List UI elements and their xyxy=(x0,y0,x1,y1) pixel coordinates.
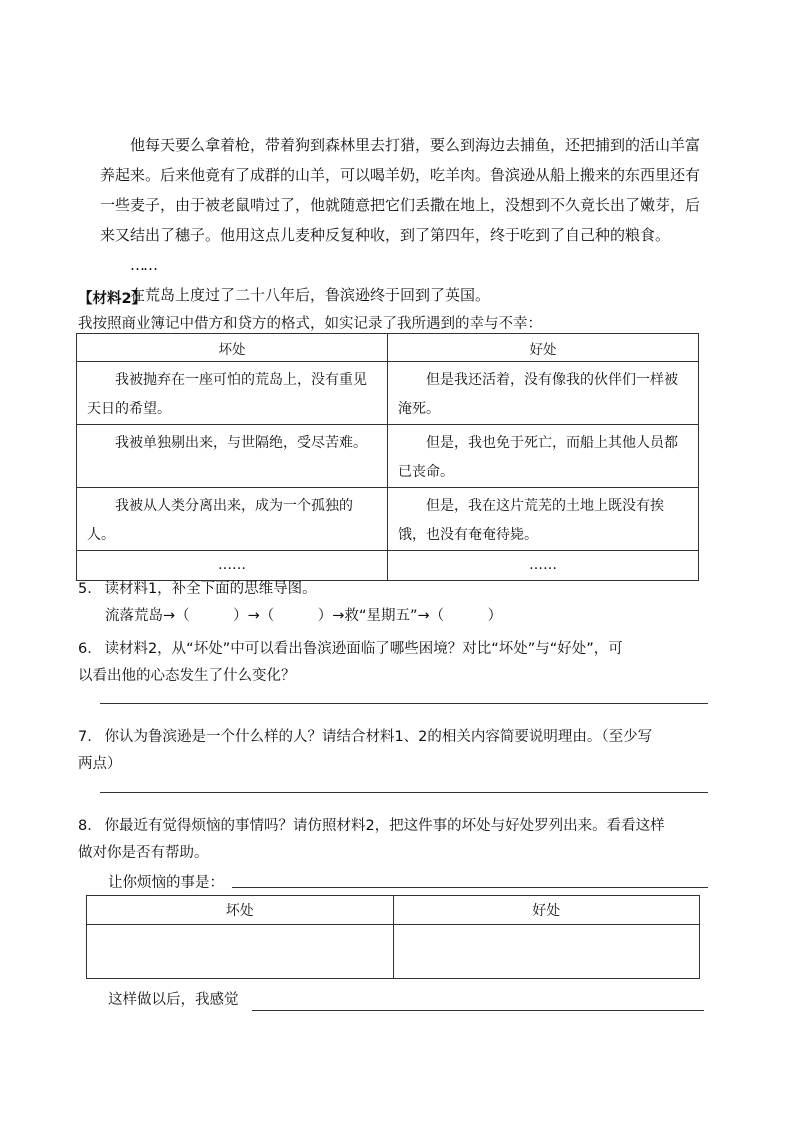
worry-answer-line[interactable] xyxy=(232,887,708,888)
table-row xyxy=(77,362,699,425)
table-cell-bad: 我被单独剔出来，与世隔绝，受尽苦难。 xyxy=(77,425,388,488)
feeling-answer-line[interactable] xyxy=(252,1010,704,1011)
question-number: 7. xyxy=(78,729,92,745)
worry-table-header-good: 好处 xyxy=(393,896,700,925)
table-cell-good: 但是，我也免于死亡，而船上其他人员都已丧命。 xyxy=(388,425,699,488)
worry-prompt: 让你烦恼的事是： xyxy=(108,875,224,891)
question-5 xyxy=(78,576,317,603)
question-6 xyxy=(78,636,718,690)
question-number: 8. xyxy=(78,818,92,834)
question-text: 你最近有觉得烦恼的事情吗？请仿照材料2，把这件事的坏处与好处罗列出来。看看这样 xyxy=(104,818,665,834)
table-header-good: 好处 xyxy=(388,334,699,362)
material1-paragraph xyxy=(100,130,720,310)
fortune-table xyxy=(76,333,699,581)
question-text: 做对你是否有帮助。 xyxy=(78,845,209,861)
material1-line: 来又结出了穗子。他用这点儿麦种反复种收，到了第四年，终于吃到了自己种的粮食。 xyxy=(100,226,671,244)
table-cell-good: …… xyxy=(388,551,699,581)
worry-cell-good[interactable] xyxy=(393,925,700,979)
material2-heading: 【材料2】 xyxy=(78,291,147,307)
table-row xyxy=(77,488,699,551)
material1-line: 一些麦子，由于被老鼠啃过了，他就随意把它们丢撒在地上，没想到不久竟长出了嫩芽，后 xyxy=(100,196,701,214)
table-row xyxy=(77,425,699,488)
question-number: 6. xyxy=(78,641,92,657)
question-text: 你认为鲁滨逊是一个什么样的人？请结合材料1、2的相关内容简要说明理由。（至少写 xyxy=(104,729,653,745)
question-number: 5. xyxy=(78,581,92,597)
worry-table-header-bad: 坏处 xyxy=(87,896,394,925)
table-cell-good: 但是，我在这片荒芜的土地上既没有挨饿，也没有奄奄待毙。 xyxy=(388,488,699,551)
table-cell-bad: 我被抛弃在一座可怕的荒岛上，没有重见天日的希望。 xyxy=(77,362,388,425)
material1-line: 养起来。后来他竟有了成群的山羊，可以喝羊奶，吃羊肉。鲁滨逊从船上搬来的东西里还有 xyxy=(100,166,701,184)
table-cell-bad: …… xyxy=(77,551,388,581)
answer-line[interactable] xyxy=(100,792,708,793)
question-text: 两点） xyxy=(78,756,122,772)
table-header-bad: 坏处 xyxy=(77,334,388,362)
material1-closing: 在荒岛上度过了二十八年后，鲁滨逊终于回到了英国。 xyxy=(130,286,491,304)
question-5-flow[interactable]: 流落荒岛→（ ）→（ ）→救“星期五”→（ ） xyxy=(105,608,503,624)
table-cell-good: 但是我还活着，没有像我的伙伴们一样被淹死。 xyxy=(388,362,699,425)
material1-ellipsis: …… xyxy=(130,256,156,274)
material2-intro: 我按照商业簿记中借方和贷方的格式，如实记录了我所遇到的幸与不幸： xyxy=(78,316,542,332)
worry-cell-bad[interactable] xyxy=(87,925,394,979)
table-cell-bad: 我被从人类分离出来，成为一个孤独的人。 xyxy=(77,488,388,551)
question-text: 读材料1，补全下面的思维导图。 xyxy=(104,581,317,597)
answer-line[interactable] xyxy=(100,703,708,704)
question-7 xyxy=(78,724,718,778)
question-8 xyxy=(78,813,718,867)
material1-line: 他每天要么拿着枪，带着狗到森林里去打猎，要么到海边去捕鱼，还把捕到的活山羊富 xyxy=(100,136,701,154)
worry-table xyxy=(86,895,700,979)
feeling-prompt: 这样做以后，我感觉 xyxy=(108,992,239,1008)
question-text: 读材料2，从“坏处”中可以看出鲁滨逊面临了哪些困境？对比“坏处”与“好处”，可 xyxy=(104,641,623,657)
question-text: 以看出他的心态发生了什么变化？ xyxy=(78,668,296,684)
